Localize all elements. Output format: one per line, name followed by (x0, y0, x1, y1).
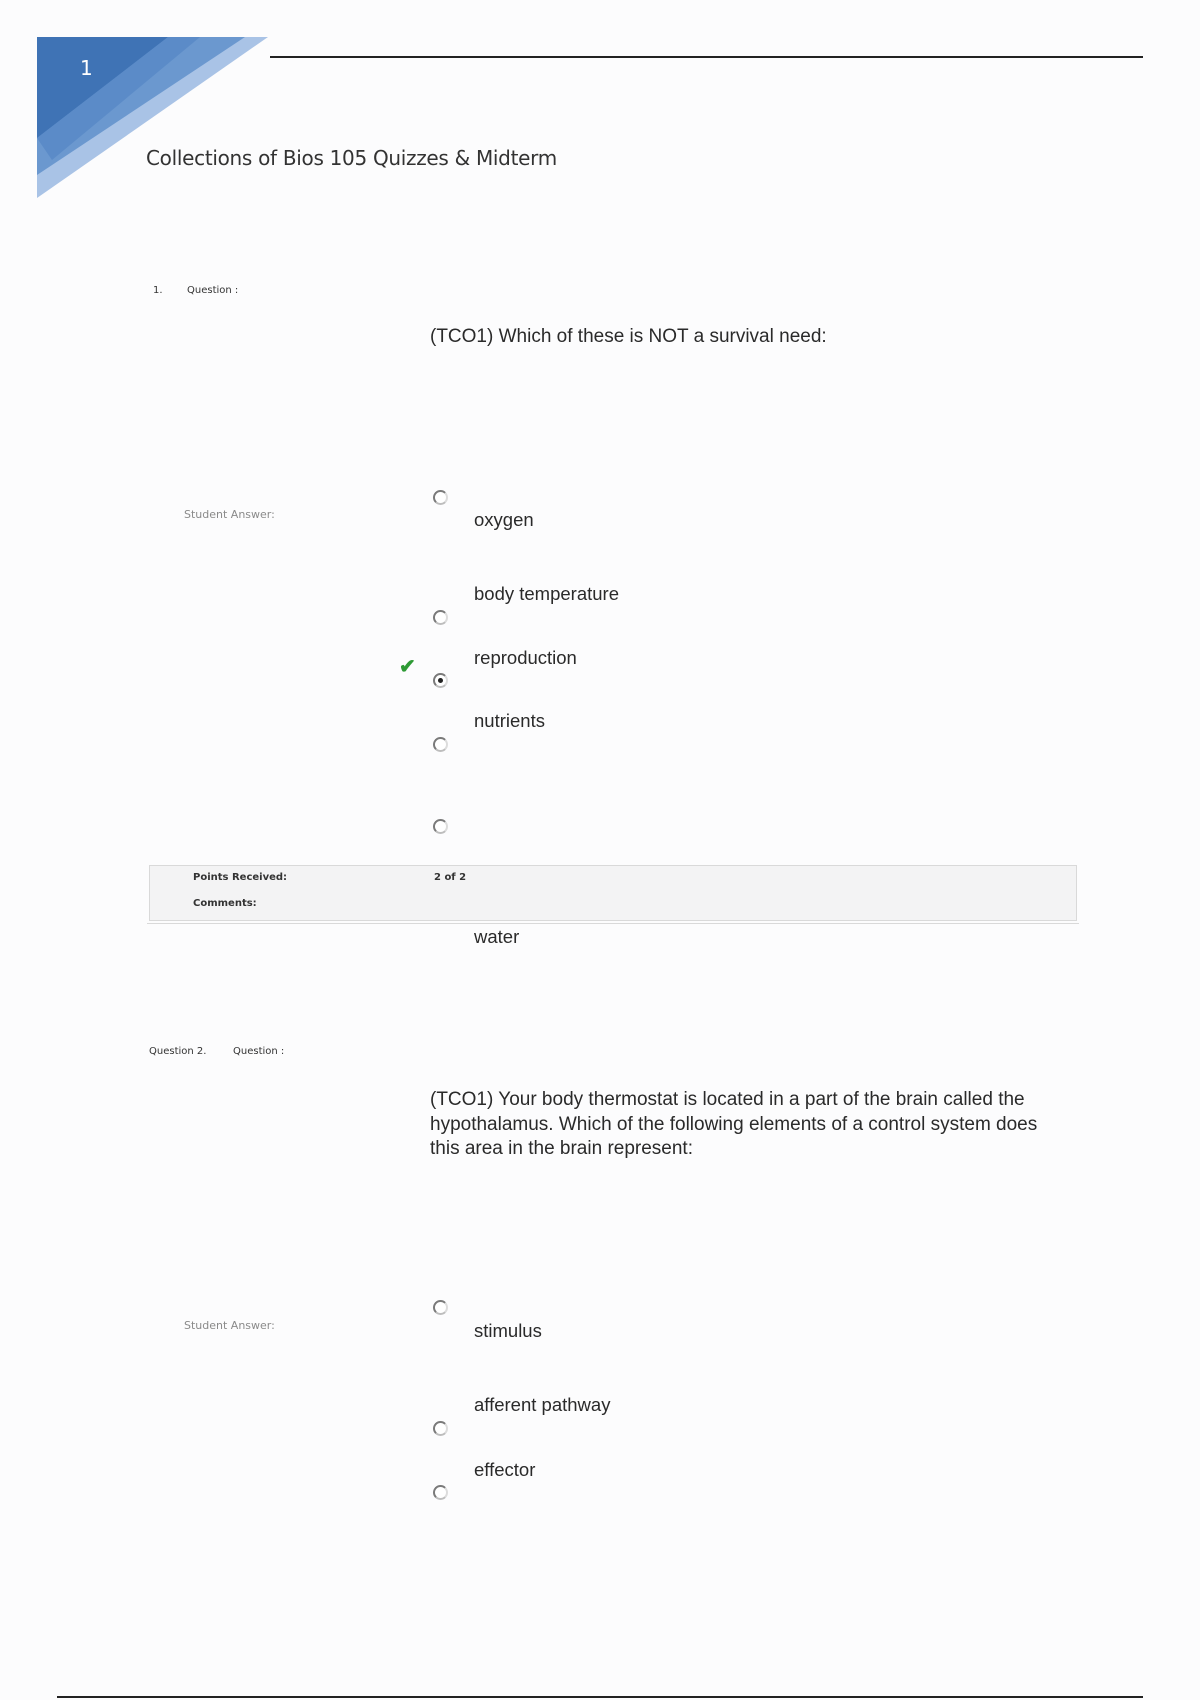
radio-option-water[interactable] (433, 819, 448, 834)
points-received-label: Points Received: (193, 872, 288, 883)
comments-label: Comments: (193, 898, 257, 909)
question-2-text-line-2: hypothalamus. Which of the following elements of a control system does (430, 1114, 1038, 1135)
radio-option-body-temperature[interactable] (433, 610, 448, 625)
option-label-effector: effector (474, 1459, 536, 1480)
radio-option-stimulus[interactable] (433, 1300, 448, 1315)
points-panel (149, 865, 1077, 921)
question-1-text: (TCO1) Which of these is NOT a survival need: (430, 326, 827, 347)
radio-option-afferent-pathway[interactable] (433, 1421, 448, 1436)
option-label-reproduction: reproduction (474, 647, 577, 668)
radio-option-oxygen[interactable] (433, 490, 448, 505)
question-1-student-answer-label: Student Answer: (184, 508, 275, 521)
option-label-oxygen: oxygen (474, 509, 534, 530)
question-2-student-answer-label: Student Answer: (184, 1319, 275, 1332)
question-2-number: Question 2. (149, 1046, 207, 1057)
points-divider (147, 923, 1079, 924)
corner-decoration (0, 0, 280, 210)
points-received-value: 2 of 2 (434, 872, 467, 883)
checkmark-icon: ✔ (399, 656, 416, 678)
question-2-label: Question : (233, 1046, 285, 1057)
header-rule (270, 56, 1143, 58)
question-1-number: 1. (153, 285, 163, 296)
radio-option-nutrients[interactable] (433, 737, 448, 752)
option-label-water: water (474, 926, 520, 947)
question-1-label: Question : (187, 285, 239, 296)
question-2-text-line-3: this area in the brain represent: (430, 1138, 693, 1159)
option-label-nutrients: nutrients (474, 710, 545, 731)
radio-option-reproduction[interactable] (433, 673, 448, 688)
footer-rule (57, 1696, 1143, 1698)
option-label-body-temperature: body temperature (474, 583, 620, 604)
option-label-stimulus: stimulus (474, 1320, 542, 1341)
option-label-afferent-pathway: afferent pathway (474, 1394, 611, 1415)
radio-option-effector[interactable] (433, 1485, 448, 1500)
document-title: Collections of Bios 105 Quizzes & Midterm (146, 146, 557, 170)
page-number: 1 (80, 56, 93, 80)
question-2-text-line-1: (TCO1) Your body thermostat is located in a part of the brain called the (430, 1089, 1025, 1110)
